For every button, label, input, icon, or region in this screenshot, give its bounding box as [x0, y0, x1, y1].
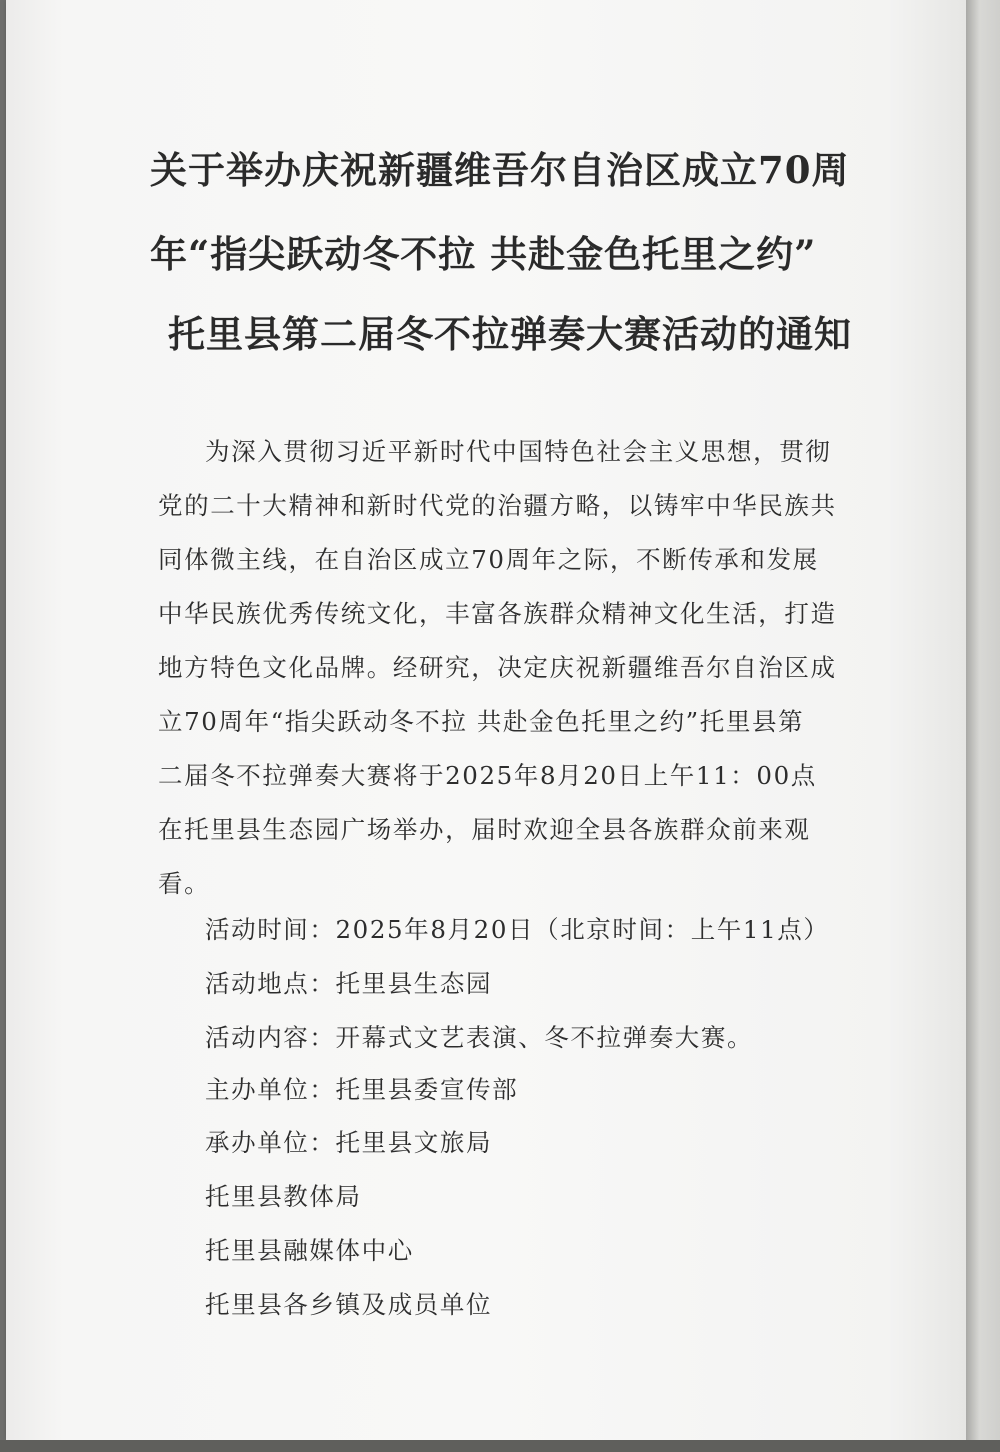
detail-location: 活动地点：托里县生态园 [205, 969, 493, 998]
title-line: 关于举办庆祝新疆维吾尔自治区成立70周 [150, 148, 850, 192]
body-line: 中华民族优秀传统文化，丰富各族群众精神文化生活，打造 [158, 599, 837, 628]
title-line: 年“指尖跃动冬不拉 共赴金色托里之约” [150, 232, 817, 276]
page-edge-shadow [966, 0, 1000, 1452]
body-line: 在托里县生态园广场举办，届时欢迎全县各族群众前来观 [158, 815, 811, 844]
detail-co-organizer: 托里县各乡镇及成员单位 [205, 1290, 493, 1319]
detail-time: 活动时间：2025年8月20日（北京时间：上午11点） [205, 915, 830, 944]
title-line: 托里县第二届冬不拉弹奏大赛活动的通知 [168, 312, 852, 356]
detail-organizer: 主办单位：托里县委宣传部 [205, 1075, 519, 1104]
detail-content: 活动内容：开幕式文艺表演、冬不拉弹奏大赛。 [205, 1023, 754, 1052]
body-line: 党的二十大精神和新时代党的治疆方略，以铸牢中华民族共 [158, 491, 837, 520]
body-line: 同体微主线，在自治区成立70周年之际，不断传承和发展 [158, 545, 819, 574]
body-line: 看。 [158, 869, 211, 898]
detail-host: 承办单位：托里县文旅局 [205, 1128, 493, 1157]
body-line: 立70周年“指尖跃动冬不拉 共赴金色托里之约”托里县第 [158, 707, 805, 736]
body-line: 二届冬不拉弹奏大赛将于2025年8月20日上午11：00点 [158, 761, 817, 790]
table-surface [0, 1440, 1000, 1452]
detail-co-organizer: 托里县教体局 [205, 1182, 362, 1211]
body-line: 为深入贯彻习近平新时代中国特色社会主义思想，贯彻 [205, 437, 832, 466]
body-line: 地方特色文化品牌。经研究，决定庆祝新疆维吾尔自治区成 [158, 653, 837, 682]
detail-co-organizer: 托里县融媒体中心 [205, 1236, 414, 1265]
